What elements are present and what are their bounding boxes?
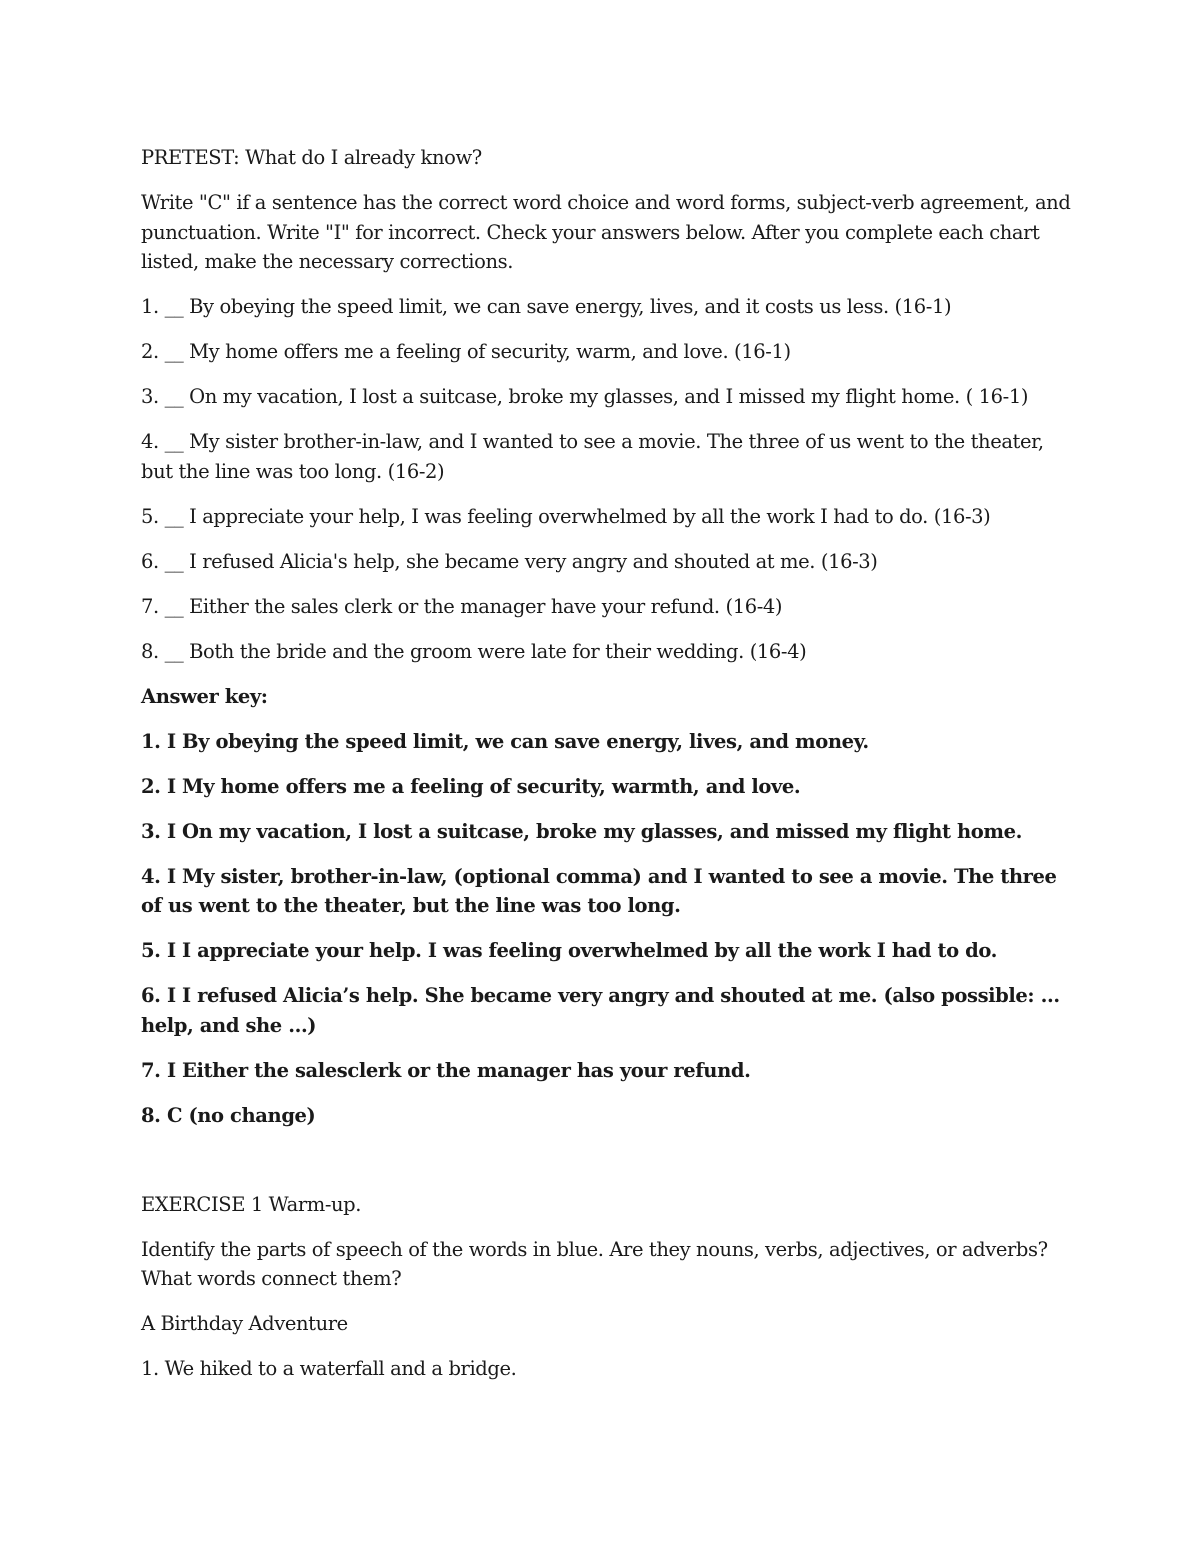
exercise-title: EXERCISE 1 Warm-up. bbox=[141, 1192, 362, 1216]
pretest-item: 3. __ On my vacation, I lost a suitcase, broke my glasses, and I missed my flight home. ( 16-1) bbox=[141, 385, 1029, 408]
answer-key-item: 6. I I refused Alicia’s help. She became very angry and shouted at me. (also possible: … help, and she …) bbox=[141, 984, 1060, 1037]
answer-key-item: 7. I Either the salesclerk or the manager has your refund. bbox=[141, 1058, 751, 1082]
pretest-item: 4. __ My sister brother-in-law, and I wanted to see a movie. The three of us went to the theater, but the line was too long. (16-2) bbox=[141, 430, 1044, 483]
answer-key-item: 8. C (no change) bbox=[141, 1103, 316, 1127]
pretest-instructions: Write "C" if a sentence has the correct word choice and word forms, subject-verb agreement, and punctuation. Write "I" for incorrect. Check your answers below. After you complete each chart listed, make the necessary corrections. bbox=[141, 191, 1071, 273]
pretest-item: 8. __ Both the bride and the groom were late for their wedding. (16-4) bbox=[141, 639, 807, 663]
answer-key-item: 2. I My home offers me a feeling of security, warmth, and love. bbox=[141, 774, 801, 798]
answer-key-item: 4. I My sister, brother-in-law, (optional comma) and I wanted to see a movie. The three of us went to the theater, but the line was too long. bbox=[141, 864, 1057, 917]
exercise-instructions: Identify the parts of speech of the words in blue. Are they nouns, verbs, adjectives, or adverbs? What words connect them? bbox=[141, 1237, 1048, 1290]
pretest-item: 2. __ My home offers me a feeling of security, warm, and love. (16-1) bbox=[141, 340, 791, 363]
exercise-item: 1. We hiked to a waterfall and a bridge. bbox=[141, 1357, 517, 1380]
document-content bbox=[141, 143, 1071, 1399]
section-spacer bbox=[141, 1146, 1071, 1190]
pretest-item: 1. __ By obeying the speed limit, we can save energy, lives, and it costs us less. (16-1) bbox=[141, 295, 952, 318]
pretest-item: 5. __ I appreciate your help, I was feeling overwhelmed by all the work I had to do. (16-3) bbox=[141, 504, 991, 528]
answer-key-item: 3. I On my vacation, I lost a suitcase, broke my glasses, and missed my flight home. bbox=[141, 819, 1022, 843]
answer-key-item: 5. I I appreciate your help. I was feeling overwhelmed by all the work I had to do. bbox=[141, 939, 998, 962]
pretest-title: PRETEST: What do I already know? bbox=[141, 146, 482, 169]
answer-key-item: 1. I By obeying the speed limit, we can save energy, lives, and money. bbox=[141, 729, 869, 753]
pretest-item: 6. __ I refused Alicia's help, she became very angry and shouted at me. (16-3) bbox=[141, 549, 878, 573]
answer-key-heading: Answer key: bbox=[141, 684, 268, 708]
pretest-item: 7. __ Either the sales clerk or the manager have your refund. (16-4) bbox=[141, 594, 783, 618]
story-title: A Birthday Adventure bbox=[141, 1312, 348, 1335]
